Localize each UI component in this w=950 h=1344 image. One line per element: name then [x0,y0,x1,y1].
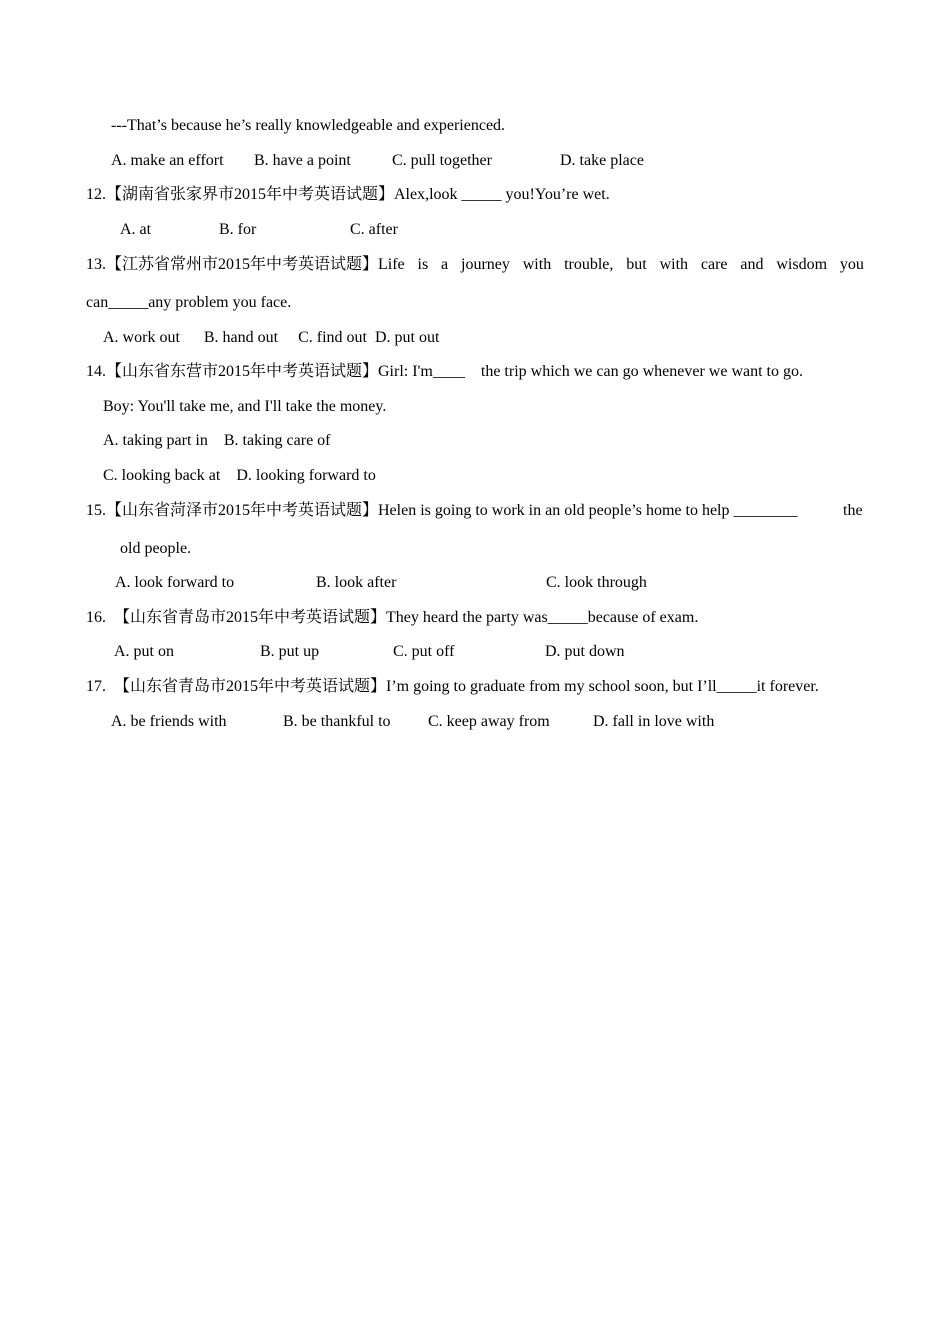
q17-option-d: D. fall in love with [593,713,715,730]
q15-option-a: A. look forward to [115,574,235,591]
q13-stem-word: 13.【江苏省常州市2015年中考英语试题】Life [86,256,405,273]
q15-stem-continued: old people. [120,540,192,557]
q13-stem [86,255,864,275]
q13-stem-word: and [740,256,764,273]
q14-options-line-1: A. taking part in B. taking care of [103,432,331,449]
q15-option-c: C. look through [546,574,647,591]
q13-stem-continued: can_____any problem you face. [86,294,292,311]
q14-stem: 14.【山东省东营市2015年中考英语试题】Girl: I'm____ the trip which we can go whenever we want to go. [86,363,803,380]
q13-stem-word: but [626,256,647,273]
q15-stem-end: the [843,502,863,519]
q11-option-a: A. make an effort [111,152,224,169]
q13-options: A. work out B. hand out C. find out D. put out [103,329,440,346]
q16-option-d: D. put down [545,643,625,660]
q14-boy-line: Boy: You'll take me, and I'll take the money. [103,398,387,415]
q12-option-b: B. for [219,221,257,238]
q14-options-line-2: C. looking back at D. looking forward to [103,467,376,484]
q17-option-a: A. be friends with [111,713,227,730]
q15-stem: 15.【山东省菏泽市2015年中考英语试题】Helen is going to work in an old people’s home to help ________ [86,502,798,519]
q16-option-a: A. put on [114,643,174,660]
q11-option-d: D. take place [560,152,644,169]
q12-option-c: C. after [350,221,398,238]
q17-stem: 17. 【山东省青岛市2015年中考英语试题】I’m going to graduate from my school soon, but I’ll_____it forever. [86,678,819,695]
q17-option-b: B. be thankful to [283,713,391,730]
q11-answer-line: ---That’s because he’s really knowledgeable and experienced. [111,117,506,134]
q17-option-c: C. keep away from [428,713,550,730]
q16-option-c: C. put off [393,643,455,660]
q13-stem-word: care [700,256,728,273]
q13-stem-word: trouble, [564,256,614,273]
q13-stem-word: is [417,256,429,273]
q16-option-b: B. put up [260,643,320,660]
q13-stem-word: journey [461,256,510,273]
q13-stem-word: you [839,256,864,273]
q13-stem-word: with [659,256,689,273]
q13-stem-word: with [522,256,552,273]
q12-stem: 12.【湖南省张家界市2015年中考英语试题】Alex,look _____ you!You’re wet. [86,186,610,203]
q11-option-b: B. have a point [254,152,351,169]
q16-stem: 16. 【山东省青岛市2015年中考英语试题】They heard the party was_____because of exam. [86,609,699,626]
q15-option-b: B. look after [316,574,397,591]
q12-option-a: A. at [120,221,152,238]
q11-option-c: C. pull together [392,152,492,169]
q13-stem-word: a [441,256,449,273]
q13-stem-word: wisdom [776,256,828,273]
